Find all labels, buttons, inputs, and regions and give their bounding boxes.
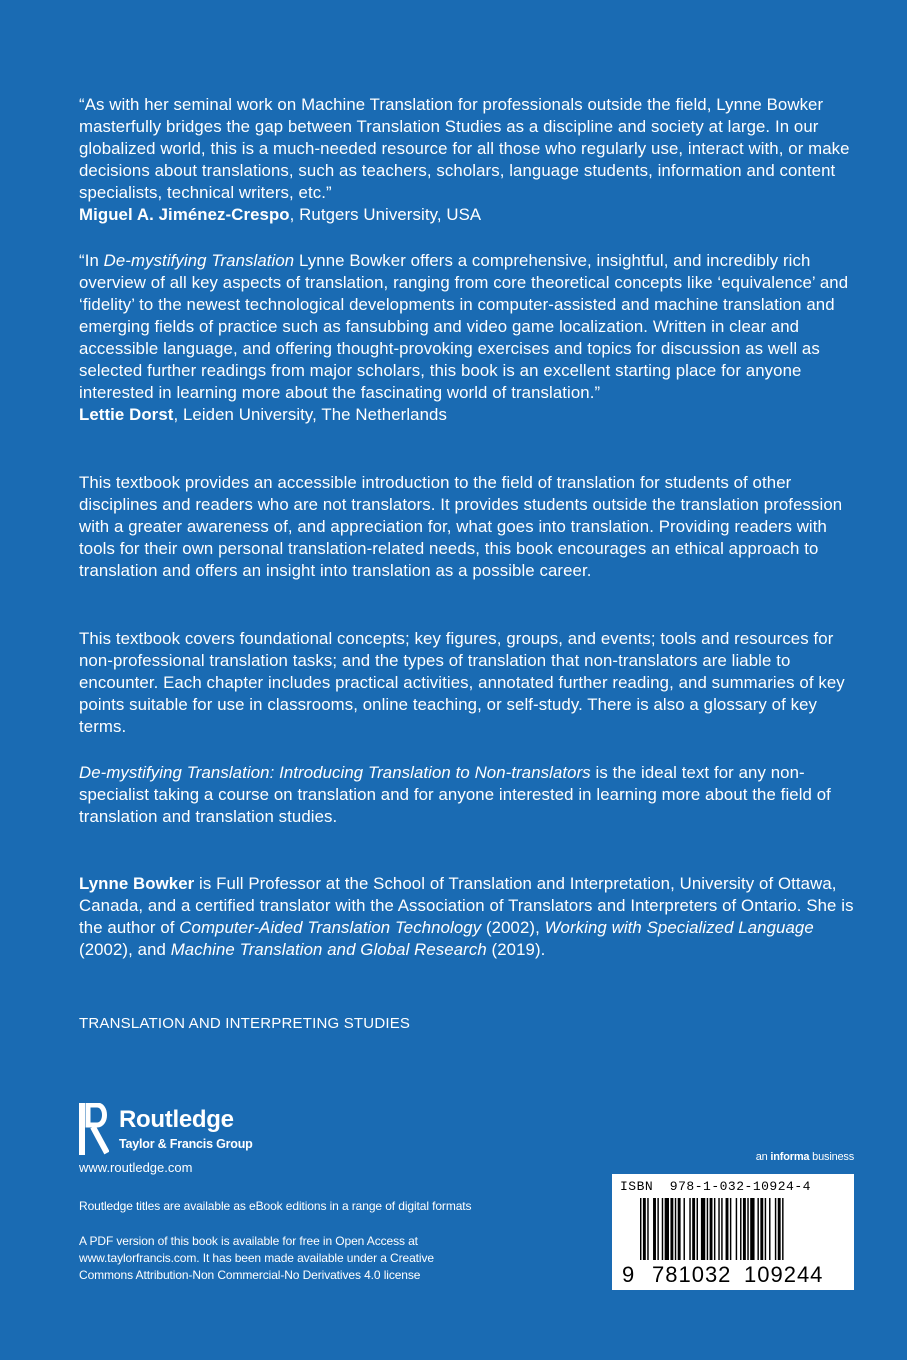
barcode-bar xyxy=(701,1198,705,1260)
barcode-bar xyxy=(765,1198,766,1260)
endorsement-1-author: Miguel A. Jiménez-Crespo xyxy=(79,205,290,224)
description-paragraph-1: This textbook provides an accessible introduction to the field of translation for students of other disciplines and readers who are not translators. It provides students outside the translation profession with a greater awareness of, and appreciation for, what goes into translation. Providing readers with tools for their own personal translation-related needs, this book encourages an ethical approach to translation and offers an insight into translation as a possible career. xyxy=(79,473,843,580)
barcode-bar xyxy=(769,1198,770,1260)
barcode-bar xyxy=(782,1198,783,1260)
endorsement-2 xyxy=(79,250,859,426)
endorsement-1-affiliation: , Rutgers University, USA xyxy=(289,205,482,224)
barcode-bar xyxy=(710,1198,713,1260)
endorsement-2-author: Lettie Dorst xyxy=(79,405,174,424)
barcode-bar xyxy=(697,1198,698,1260)
isbn-barcode xyxy=(612,1174,854,1290)
barcode-bar xyxy=(665,1198,669,1260)
ebook-note: Routledge titles are available as eBook editions in a range of digital formats xyxy=(79,1199,472,1213)
endorsement-2-text: “In De-mystifying Translation Lynne Bowker offers a comprehensive, insightful, and incredibly rich overview of all key aspects of translation, ranging from core theoretical concepts like ‘equivalence’ and ‘fidelity’ to the newest technological developments in computer-assisted and machine translation and emerging fields of practice such as fansubbing and video game localization. Written in clear and accessible language, and offering thought-provoking exercises and topics for discussion as well as selected further readings from major scholars, this book is an excellent starting place for anyone interested in learning more about the fascinating world of translation.” xyxy=(79,251,849,402)
endorsement-2-affiliation: , Leiden University, The Netherlands xyxy=(173,405,447,424)
series-name: TRANSLATION AND INTERPRETING STUDIES xyxy=(79,1015,411,1032)
book-title-inline: De-mystifying Translation xyxy=(103,251,295,270)
barcode-bar xyxy=(757,1198,758,1260)
informa-tagline: an informa business xyxy=(755,1151,854,1163)
ideal-text-paragraph: De-mystifying Translation: Introducing Translation to Non-translators is the ideal text for any non-specialist taking a course on translation and for anyone interested in learning more about the field of translation and translation studies. xyxy=(79,763,831,826)
barcode-icon xyxy=(612,1174,854,1290)
barcode-digits-right: 109244 xyxy=(744,1262,824,1287)
barcode-bar xyxy=(662,1198,663,1260)
barcode-bar xyxy=(743,1198,746,1260)
barcode-bar xyxy=(692,1198,695,1260)
barcode-digit-lead: 9 xyxy=(622,1262,635,1287)
publisher-group: Taylor & Francis Group xyxy=(119,1137,253,1151)
barcode-bar xyxy=(726,1198,729,1260)
isbn-text: ISBN 978-1-032-10924-4 xyxy=(620,1179,811,1194)
barcode-bar xyxy=(707,1198,708,1260)
open-access-note: A PDF version of this book is available for free in Open Access at www.taylorfrancis.com. It has been made available under a Creative Commons Attribution-Non Commercial-No Derivatives 4.0 license xyxy=(79,1234,434,1282)
barcode-bar xyxy=(740,1198,741,1260)
barcode-bar xyxy=(643,1198,646,1260)
barcode-bar xyxy=(653,1198,656,1260)
barcode-bar xyxy=(760,1198,763,1260)
barcode-bar xyxy=(678,1198,681,1260)
barcode-bar xyxy=(675,1198,676,1260)
author-bio: Lynne Bowker is Full Professor at the School of Translation and Interpretation, University of Ottawa, Canada, and a certified translator with the Association of Translators and Interpreters of Ontario. She is the author of Computer-Aided Translation Technology (2002), Working with Specialized Language (2002), and Machine Translation and Global Research (2019). xyxy=(79,874,854,959)
barcode-bar xyxy=(689,1198,690,1260)
publisher-url[interactable]: www.routledge.com xyxy=(79,1160,193,1175)
barcode-bar xyxy=(778,1198,781,1260)
publisher-logo xyxy=(79,1103,279,1163)
barcode-bar xyxy=(657,1198,658,1260)
barcode-bar xyxy=(750,1198,754,1260)
barcode-bar xyxy=(730,1198,731,1260)
barcode-bar xyxy=(736,1198,737,1260)
endorsement-1 xyxy=(79,94,859,226)
book-full-title: De-mystifying Translation: Introducing Translation to Non-translators xyxy=(79,763,591,782)
routledge-logo-icon xyxy=(79,1103,109,1155)
endorsement-1-text: “As with her seminal work on Machine Translation for professionals outside the field, Lynne Bowker masterfully bridges the gap between Translation Studies as a discipline and society at large. In our globalized world, this is a much-needed resource for all those who regularly use, interact with, or make decisions about translations, such as teachers, scholars, language students, information and content specialists, technical writers, etc.” xyxy=(79,95,850,202)
barcode-bar xyxy=(747,1198,748,1260)
barcode-bar xyxy=(670,1198,673,1260)
barcode-bar xyxy=(714,1198,715,1260)
publisher-name: Routledge xyxy=(119,1106,234,1133)
barcode-bar xyxy=(718,1198,719,1260)
author-name: Lynne Bowker xyxy=(79,874,195,893)
description-paragraph-2: This textbook covers foundational concepts; key figures, groups, and events; tools and resources for non-professional translation tasks; and the types of translation that non-translators are liable to encounter. Each chapter includes practical activities, annotated further reading, and summaries of key points suitable for use in classrooms, online teaching, or self-study. There is also a glossary of key terms. xyxy=(79,629,845,736)
barcode-bar xyxy=(775,1198,776,1260)
barcode-bar xyxy=(647,1198,648,1260)
barcode-bar xyxy=(721,1198,722,1260)
barcode-bar xyxy=(640,1198,641,1260)
barcode-bar xyxy=(684,1198,685,1260)
barcode-digits-left: 781032 xyxy=(652,1262,732,1287)
